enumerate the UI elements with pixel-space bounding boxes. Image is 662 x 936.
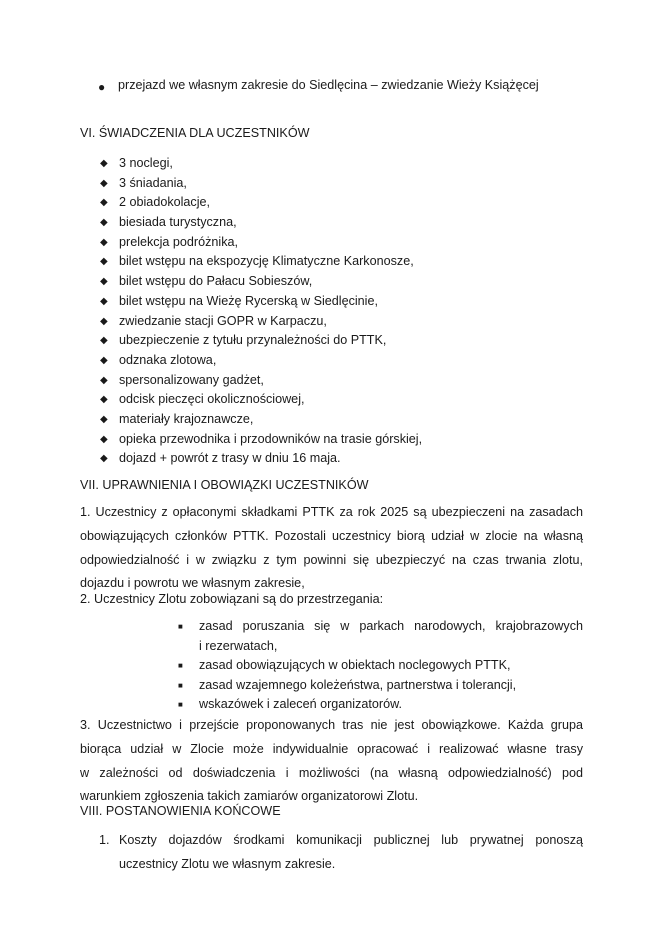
diamond-bullet-icon: ◆ xyxy=(100,295,108,307)
diamond-bullet-icon: ◆ xyxy=(100,354,108,366)
diamond-bullet-icon: ◆ xyxy=(100,276,108,288)
top-bullet-text: przejazd we własnym zakresie do Siedlęcina – zwiedzanie Wieży Książęcej xyxy=(118,78,539,92)
diamond-bullet-icon: ◆ xyxy=(100,177,108,189)
list-item: ■ zasad wzajemnego koleżeństwa, partnerstwa i tolerancji, xyxy=(178,676,583,696)
section6-list xyxy=(100,154,422,469)
diamond-bullet-icon: ◆ xyxy=(100,315,108,327)
square-bullet-icon: ■ xyxy=(178,661,183,671)
list-item: ◆ odcisk pieczęci okolicznościowej, xyxy=(100,390,422,410)
square-bullet-icon: ■ xyxy=(178,622,183,631)
list-item: ◆ zwiedzanie stacji GOPR w Karpaczu, xyxy=(100,312,422,332)
list-item: ■ zasad obowiązujących w obiektach noclegowych PTTK, xyxy=(178,656,583,676)
diamond-bullet-icon: ◆ xyxy=(100,374,108,386)
diamond-bullet-icon: ◆ xyxy=(100,256,108,268)
square-bullet-icon: ■ xyxy=(178,680,183,690)
list-item: ◆ biesiada turystyczna, xyxy=(100,213,422,233)
list-item: ◆ opieka przewodnika i przodowników na trasie górskiej, xyxy=(100,430,422,450)
list-item: ◆ 3 śniadania, xyxy=(100,174,422,194)
list-item: ◆ bilet wstępu do Pałacu Sobieszów, xyxy=(100,272,422,292)
list-item: ◆ spersonalizowany gadżet, xyxy=(100,371,422,391)
diamond-bullet-icon: ◆ xyxy=(100,453,108,465)
list-number: 1. xyxy=(99,833,110,847)
section7-heading: VII. UPRAWNIENIA I OBOWIĄZKI UCZESTNIKÓW xyxy=(80,478,369,492)
diamond-bullet-icon: ◆ xyxy=(100,197,108,209)
list-item: ◆ materiały krajoznawcze, xyxy=(100,410,422,430)
bullet-dot-icon: ● xyxy=(98,80,106,94)
section6-heading: VI. ŚWIADCZENIA DLA UCZESTNIKÓW xyxy=(80,126,310,140)
section8-heading: VIII. POSTANOWIENIA KOŃCOWE xyxy=(80,804,281,818)
list-item: ◆ 3 noclegi, xyxy=(100,154,422,174)
list-item: ■ zasad poruszania się w parkach narodowych, krajobrazowych i rezerwatach, xyxy=(178,619,583,653)
diamond-bullet-icon: ◆ xyxy=(100,433,108,445)
diamond-bullet-icon: ◆ xyxy=(100,236,108,248)
diamond-bullet-icon: ◆ xyxy=(100,158,108,169)
list-item: ◆ bilet wstępu na Wieżę Rycerską w Siedlęcinie, xyxy=(100,292,422,312)
diamond-bullet-icon: ◆ xyxy=(100,394,108,406)
list-item: 1. Koszty dojazdów środkami komunikacji publicznej lub prywatnej ponoszą uczestnicy Zlotu we własnym zakresie. xyxy=(99,829,583,876)
list-item: ◆ odznaka zlotowa, xyxy=(100,351,422,371)
section7-paragraph-1: 1. Uczestnicy z opłaconymi składkami PTTK za rok 2025 są ubezpieczeni na zasadach obowiązujących członków PTTK. Pozostali uczestnicy biorą udział w zlocie na własną odpowiedzialność i w związku z tym powinni się ubezpieczyć na czas trwania zlotu, dojazdu i powrotu we własnym zakresie, xyxy=(80,505,583,591)
section7-paragraph-2: 2. Uczestnicy Zlotu zobowiązani są do przestrzegania: xyxy=(80,592,384,606)
diamond-bullet-icon: ◆ xyxy=(100,413,108,425)
list-item: ◆ dojazd + powrót z trasy w dniu 16 maja. xyxy=(100,449,422,469)
square-bullet-icon: ■ xyxy=(178,700,183,710)
diamond-bullet-icon: ◆ xyxy=(100,335,108,347)
list-item: ■ wskazówek i zaleceń organizatorów. xyxy=(178,695,583,715)
list-item: ◆ prelekcja podróżnika, xyxy=(100,233,422,253)
list-item: ◆ ubezpieczenie z tytułu przynależności do PTTK, xyxy=(100,331,422,351)
section7-rules-list xyxy=(178,617,583,715)
section7-paragraph-3: 3. Uczestnictwo i przejście proponowanych tras nie jest obowiązkowe. Każda grupa biorąca udział w Zlocie może indywidualnie opracować i realizować własne trasy w zależności od doświadczenia i możliwości (na własną odpowiedzialność) pod warunkiem zgłoszenia takich zamiarów organizatorowi Zlotu. xyxy=(80,718,583,804)
list-item: ◆ bilet wstępu na ekspozycję Klimatyczne Karkonosze, xyxy=(100,252,422,272)
section8-list xyxy=(99,829,583,876)
diamond-bullet-icon: ◆ xyxy=(100,217,108,229)
list-item: ◆ 2 obiadokolacje, xyxy=(100,193,422,213)
